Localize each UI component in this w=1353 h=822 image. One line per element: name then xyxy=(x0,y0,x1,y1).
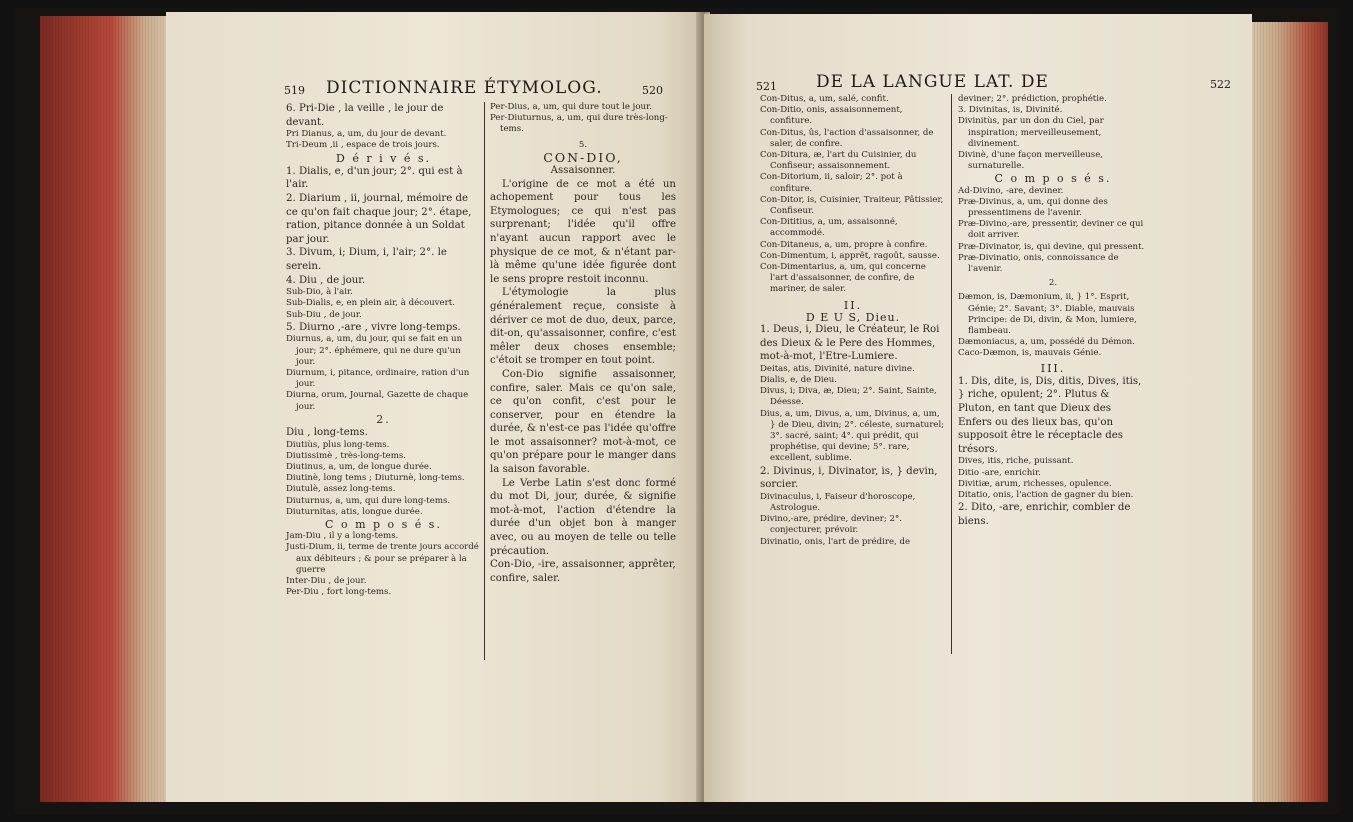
dictionary-entry: Dives, itis, riche, puissant. xyxy=(958,456,1074,467)
dictionary-entry: 1. Deus, i, Dieu, le Créateur, le Roi des Dieux & le Pere des Hommes, mot-à-mot, l'Etre-Lumiere. xyxy=(760,324,940,363)
dictionary-entry: 4. Diu , de jour. xyxy=(286,274,366,286)
right-page xyxy=(704,14,1252,802)
dictionary-entry: Con-Dititius, a, um, assaisonné, accommodé. xyxy=(760,217,898,239)
dictionary-entry: Divino,-are, prédire, deviner; 2°. conjecturer, prévoir. xyxy=(760,514,903,536)
entry-heading: D E U S, Dieu. xyxy=(805,310,901,324)
dictionary-entry: Diutinè, long tems ; Diuturnè, long-tems. xyxy=(286,473,465,484)
dictionary-entry: Dialis, e, de Dieu. xyxy=(760,375,837,386)
dictionary-entry: Divinitùs, par un don du Ciel, par inspiration; merveilleusement, divinement. xyxy=(958,116,1104,149)
dictionary-entry: Divinaculus, i, Faiseur d'horoscope, Astrologue. xyxy=(760,491,916,514)
section-number: 2. xyxy=(1048,278,1058,289)
dictionary-entry: Con-Ditus, ûs, l'action d'assaisonner, de saler, de confire. xyxy=(760,127,934,149)
dictionary-entry: Diutulè, assez long-tems. xyxy=(286,484,396,495)
dictionary-entry: Diurna, orum, Journal, Gazette de chaque jour. xyxy=(286,390,469,412)
paragraph: Le Verbe Latin s'est donc formé du mot Di, jour, durée, & signifie mot-à-mot, l'action d'étendre la durée d'un objet bon à manger avec, ou au moyen de telle ou telle précaution. xyxy=(490,477,676,557)
dictionary-entry: Con-Ditorium, ii, saloir; 2°. pot à confiture. xyxy=(760,172,903,194)
dictionary-entry: Dæmon, is, Dæmonium, ii, } 1°. Esprit, Génie; 2°. Savant; 3°. Diable, mauvais Principe: de Di, divin, & Mon, lumiere, flambeau. xyxy=(958,292,1137,337)
dictionary-entry: Diutissimè , très-long-tems. xyxy=(286,450,407,461)
left-column-1 xyxy=(286,102,481,598)
dictionary-entry: Ditatio, onis, l'action de gagner du bien. xyxy=(958,490,1134,501)
dictionary-entry: 3. Divum, i; Dium, i, l'air; 2°. le serein. xyxy=(286,247,447,272)
entry-subheading: Assaisonner. xyxy=(550,165,616,177)
dictionary-entry: Caco-Dæmon, is, mauvais Génie. xyxy=(958,348,1102,359)
dictionary-entry: Con-Dimentarius, a, um, qui concerne l'art d'assaisonner, de confire, de mariner, de saler. xyxy=(760,262,926,295)
dictionary-entry: Diuturnitas, atis, longue durée. xyxy=(286,506,423,517)
book-edge-left xyxy=(40,16,170,802)
dictionary-entry: Diutiùs, plus long-tems. xyxy=(286,439,390,450)
dictionary-entry: 1. Dis, dite, is, Dis, ditis, Dives, itis, } riche, opulent; 2°. Plutus & Pluton, en tant que Dieux des Enfers ou des lieux bas, qu'on supposoit être le réceptacle des trésors. xyxy=(958,375,1142,455)
running-head: DICTIONNAIRE ÉTYMOLOG. xyxy=(326,78,603,98)
section-label: C o m p o s é s. xyxy=(994,172,1112,186)
left-column-2 xyxy=(490,102,676,585)
dictionary-entry: 3. Divinitas, is, Divinité. xyxy=(958,105,1063,116)
dictionary-entry: Præ-Divinator, is, qui devine, qui pressent. xyxy=(958,241,1145,252)
section-number: III. xyxy=(1040,361,1066,375)
dictionary-entry: 5. Diurno ,-are , vivre long-temps. xyxy=(286,321,461,333)
dictionary-entry: Divitiæ, arum, richesses, opulence. xyxy=(958,478,1112,489)
right-column-1 xyxy=(760,94,946,548)
dictionary-entry: 2. Dito, -are, enrichir, combler de biens. xyxy=(958,502,1131,527)
dictionary-entry: 2. Divinus, i, Divinator, is, } devin, sorcier. xyxy=(760,465,938,491)
dictionary-entry: Jam-Diu , il y a long-tems. xyxy=(286,531,399,542)
dictionary-entry: Per-Diu , fort long-tems. xyxy=(286,587,392,598)
dictionary-entry: Dius, a, um, Divus, a, um, Divinus, a, um, } de Dieu, divin; 2°. céleste, surnaturel; 3°. sacré, saint; 4°. qui prédit, qui prophétise, qui devine; 5°. rare, excellent, sublime. xyxy=(760,408,945,464)
dictionary-entry: Con-Ditaneus, a, um, propre à confire. xyxy=(760,239,928,250)
dictionary-entry: Sub-Dialis, e, en plein air, à découvert. xyxy=(286,298,455,309)
section-number: 5. xyxy=(578,139,588,150)
dictionary-entry: Diu , long-tems. xyxy=(286,426,368,438)
paragraph: L'origine de ce mot a été un achopement pour tous les Etymologues; ce qui n'est pas surprenant; l'idée qu'il offre n'ayant aucun rapport avec le physique de ce mot, & n'étant par-là même qu'une idée figurée dont le sens propre restoit inconnu. xyxy=(490,178,676,285)
section-label: C o m p o s é s. xyxy=(325,517,442,531)
dictionary-entry: Sub-Dio, à l'air. xyxy=(286,287,353,298)
dictionary-entry: Ditio -are, enrichir. xyxy=(958,467,1041,478)
dictionary-entry: Præ-Divino,-are, pressentir, deviner ce qui doit arriver. xyxy=(958,219,1144,241)
dictionary-entry: Con-Ditus, a, um, salé, confit. xyxy=(760,94,889,104)
entry-heading: CON-DIO, xyxy=(543,149,623,165)
column-rule xyxy=(951,94,952,654)
dictionary-entry: deviner; 2°. prédiction, prophétie. xyxy=(958,94,1107,104)
dictionary-entry: Diuturnus, a, um, qui dure long-tems. xyxy=(286,495,451,506)
dictionary-entry: Justi-Dium, ii, terme de trente jours accordé aux débiteurs ; & pour se préparer à la guerre xyxy=(286,542,479,575)
page-number: 520 xyxy=(642,84,663,97)
dictionary-entry: Præ-Divinatio, onis, connoissance de l'avenir. xyxy=(958,252,1119,275)
dictionary-entry: 6. Pri-Die , la veille , le jour de devant. xyxy=(286,103,444,128)
dictionary-entry: Ad-Divino, -are, deviner. xyxy=(958,185,1064,196)
dictionary-entry: Dæmoniacus, a, um, possédé du Démon. xyxy=(958,337,1135,348)
running-head: DE LA LANGUE LAT. DE xyxy=(816,72,1049,92)
dictionary-entry: Con-Ditio, onis, assaisonnement, confiture. xyxy=(760,105,903,127)
left-page xyxy=(166,12,700,802)
page-number: 519 xyxy=(284,84,305,97)
dictionary-entry: Divinè, d'une façon merveilleuse, surnaturelle. xyxy=(958,150,1104,172)
dictionary-entry: Deitas, atis, Divinité, nature divine. xyxy=(760,363,915,374)
paragraph: L'étymologie la plus généralement reçue, consiste à dériver ce mot de duo, deux, parce, dit-on, qu'assaisonner, confire, c'est mêler deux choses ensemble; c'étoit se tromper en tout point. xyxy=(490,287,676,367)
dictionary-entry: 1. Dialis, e, d'un jour; 2°. qui est à l'air. xyxy=(286,165,463,191)
dictionary-entry: Diutinus, a, um, de longue durée. xyxy=(286,461,432,472)
column-rule xyxy=(484,102,485,660)
dictionary-entry: 2. Diarium , ii, journal, mémoire de ce qu'on fait chaque jour; 2°. étape, ration, pitance donnée à un Soldat par jour. xyxy=(286,192,472,245)
dictionary-entry: Per-Dius, a, um, qui dure tout le jour. xyxy=(490,102,652,112)
dictionary-entry: Pri Dianus, a, um, du jour de devant. xyxy=(286,129,447,140)
dictionary-entry: Diurnum, i, pitance, ordinaire, ration d'un jour. xyxy=(286,367,470,390)
section-label: 2. xyxy=(376,412,391,426)
page-number: 522 xyxy=(1210,78,1231,91)
dictionary-entry: Diurnus, a, um, du jour, qui se fait en un jour; 2°. éphémere, qui ne dure qu'un jour. xyxy=(286,334,463,367)
paragraph: Con-Dio signifie assaisonner, confire, saler. Mais ce qu'on sale, ce qu'on confit, c'est pour le conserver, pour en étendre la durée, & n'est-ce pas l'idée qu'offre le mot assaisonner? mot-à-mot, ce qu'on prépare pour le manger dans la saison favorable. xyxy=(490,368,676,476)
dictionary-entry: Con-Dimentum, i, apprêt, ragoût, sausse. xyxy=(760,250,940,261)
dictionary-entry: Tri-Deum ,ii , espace de trois jours. xyxy=(286,140,440,151)
book-edge-right xyxy=(1248,22,1328,802)
dictionary-entry: Præ-Divinus, a, um, qui donne des pressentimens de l'avenir. xyxy=(958,196,1108,219)
paragraph: Con-Dio, -ire, assaisonner, apprêter, confire, saler. xyxy=(490,559,676,584)
right-column-2 xyxy=(958,94,1148,528)
dictionary-entry: Inter-Diu , de jour. xyxy=(286,576,367,586)
dictionary-entry: Divus, i; Diva, æ, Dieu; 2°. Saint, Sainte, Déesse. xyxy=(760,386,937,408)
dictionary-entry: Con-Ditura, æ, l'art du Cuisinier, du Confiseur; assaisonnement. xyxy=(760,150,917,172)
page-number: 521 xyxy=(756,80,777,93)
dictionary-entry: Per-Diuturnus, a, um, qui dure très-long-tems. xyxy=(490,113,668,135)
section-number: II. xyxy=(843,298,863,312)
section-label: D é r i v é s. xyxy=(336,151,431,165)
dictionary-entry: Divinatio, onis, l'art de prédire, de xyxy=(760,536,911,547)
dictionary-entry: Sub-Diu , de jour. xyxy=(286,309,362,320)
dictionary-entry: Con-Ditor, is, Cuisinier, Traiteur, Pâtissier, Confiseur. xyxy=(760,194,944,217)
